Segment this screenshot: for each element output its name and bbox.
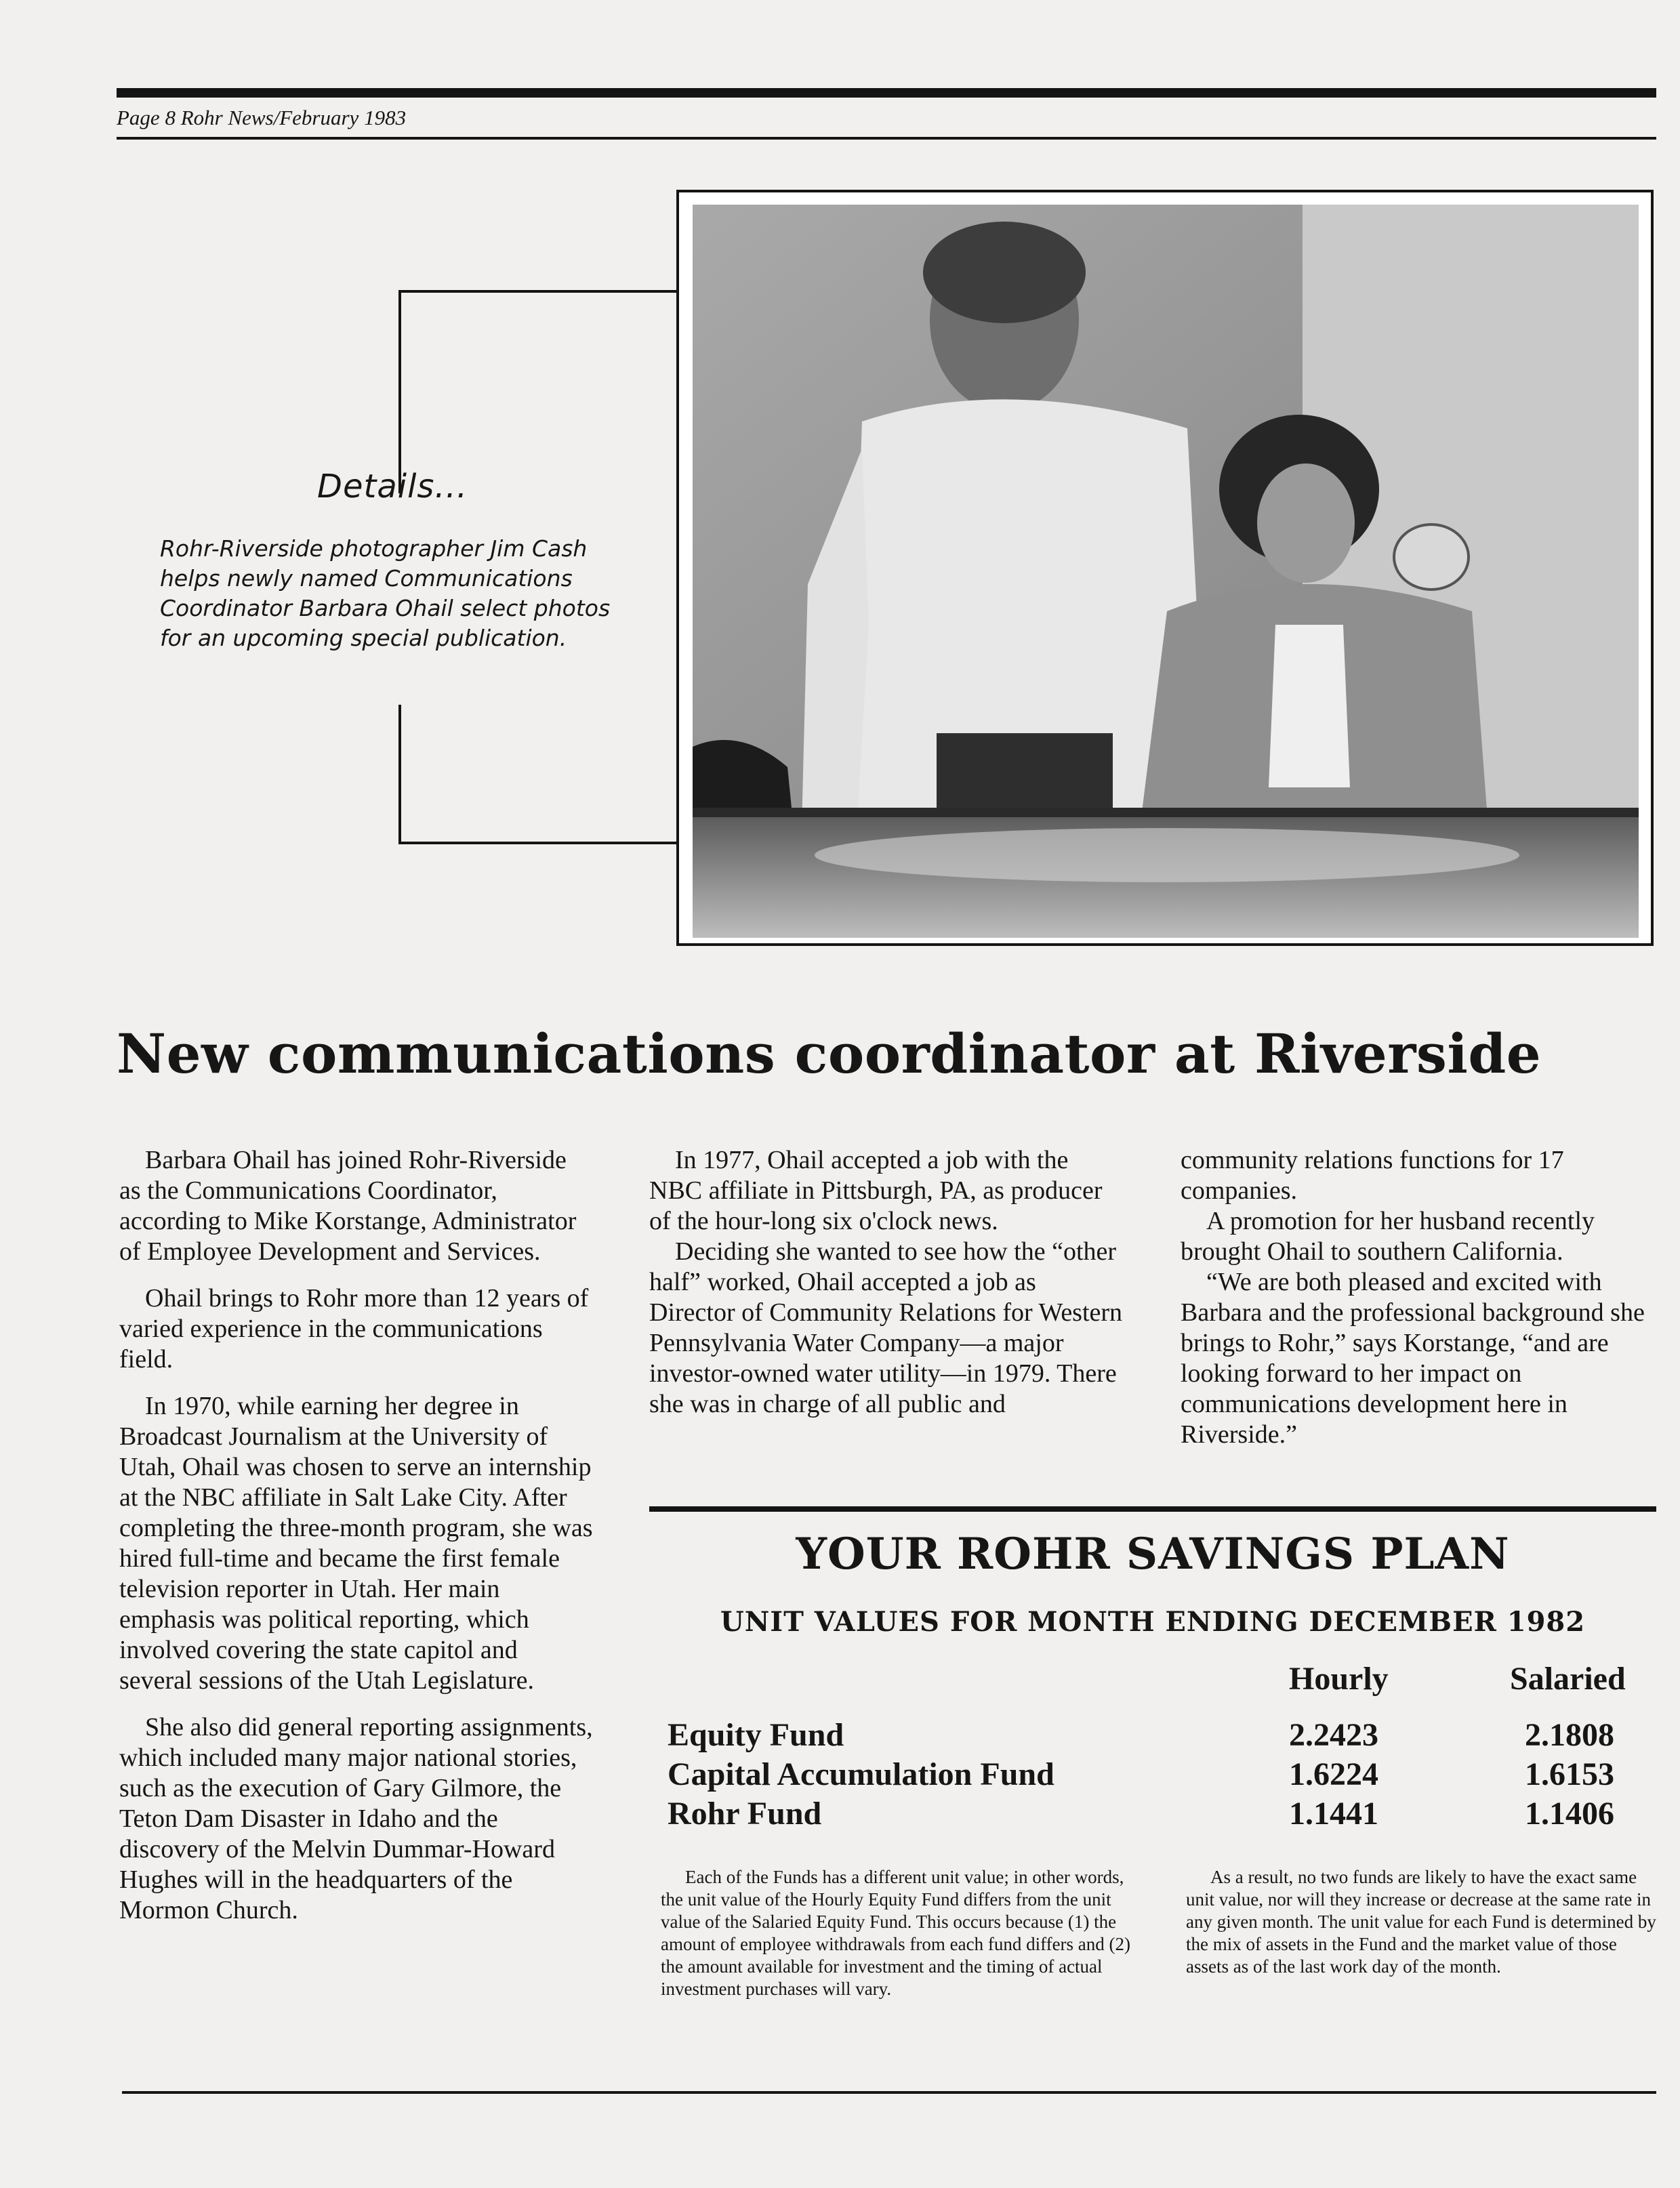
photo-two-people-reviewing-photos: [693, 205, 1639, 938]
caption-bracket-side: [398, 290, 401, 493]
fund-name: Capital Accumulation Fund: [668, 1756, 1054, 1792]
caption-bracket-bottom: [398, 842, 678, 844]
fund-hourly-value: 1.1441: [1289, 1796, 1378, 1832]
savings-plan-rule: [649, 1506, 1656, 1512]
article-column-1: [119, 1145, 594, 1942]
fund-name: Equity Fund: [668, 1717, 844, 1753]
savings-plan-note-right: As a result, no two funds are likely to have the exact same unit value, nor will they increase or decrease at the same rate in any given month. The unit value for each Fund is determined by the mix of assets in the Fund and the market value of those assets as of the last work day of the month.: [1186, 1867, 1656, 1977]
caption-bracket-top: [398, 290, 678, 293]
caption-bracket-side: [398, 705, 401, 844]
fund-salaried-value: 1.1406: [1525, 1796, 1614, 1832]
fund-salaried-value: 1.6153: [1525, 1756, 1614, 1792]
fund-salaried-value: 2.1808: [1525, 1717, 1614, 1753]
paragraph: community relations functions for 17 companies.: [1181, 1146, 1564, 1205]
fund-hourly-value: 1.6224: [1289, 1756, 1378, 1792]
column-header-hourly: Hourly: [1289, 1661, 1389, 1697]
savings-plan-subtitle: UNIT VALUES FOR MONTH ENDING DECEMBER 1982: [720, 1606, 1586, 1638]
column-header-salaried: Salaried: [1510, 1661, 1626, 1697]
caption-body: Rohr-Riverside photographer Jim Cash helps newly named Communications Coordinator Barbara Ohail select photos for an upcoming special publication.: [160, 535, 611, 651]
savings-plan-note-left: Each of the Funds has a different unit value; in other words, the unit value of the Hourly Equity Fund differs from the unit value of the Salaried Equity Fund. This occurs because (1) the amount of employee withdrawals from each fund differs and (2) the amount available for investment and the timing of actual investment purchases will vary.: [661, 1867, 1131, 1999]
paragraph: She also did general reporting assignments, which included many major national stories, such as the execution of Gary Gilmore, the Teton Dam Disaster in Idaho and the discovery of the Melvin Dummar-Howard Hughes will in the headquarters of the Mormon Church.: [119, 1713, 593, 1924]
article-headline: New communications coordinator at Riverside: [117, 1022, 1542, 1086]
paragraph: “We are both pleased and excited with Barbara and the professional background she brings to Rohr,” says Korstange, “and are looking forward to her impact on communications development here in Riverside.”: [1181, 1268, 1645, 1449]
photo-illustration: [693, 205, 1639, 938]
paragraph: A promotion for her husband recently brought Ohail to southern California.: [1181, 1207, 1595, 1266]
savings-plan-title: YOUR ROHR SAVINGS PLAN: [796, 1529, 1510, 1580]
article-column-3: [1181, 1145, 1655, 1450]
caption-title: Details...: [317, 468, 468, 505]
page-folio: Page 8 Rohr News/February 1983: [117, 106, 407, 129]
paragraph: In 1977, Ohail accepted a job with the NBC affiliate in Pittsburgh, PA, as producer of the hour-long six o'clock news.: [649, 1146, 1103, 1235]
article-column-2: [649, 1145, 1124, 1420]
paragraph: Deciding she wanted to see how the “other half” worked, Ohail accepted a job as Director of Community Relations for Western Pennsylvania Water Company—a major investor-owned water utility—in 1979. There she was in charge of all public and: [649, 1237, 1123, 1418]
folio-rule: [117, 137, 1656, 140]
paragraph: In 1970, while earning her degree in Broadcast Journalism at the University of Utah, Ohail was chosen to serve an internship at the NBC affiliate in Salt Lake City. After completing the three-month program, she was hired full-time and became the first female television reporter in Utah. Her main emphasis was political reporting, which involved covering the state capitol and several sessions of the Utah Legislature.: [119, 1392, 593, 1695]
fund-name: Rohr Fund: [668, 1796, 822, 1832]
paragraph: Ohail brings to Rohr more than 12 years of varied experience in the communications field.: [119, 1284, 589, 1374]
page-bottom-rule: [122, 2091, 1656, 2094]
masthead-rule: [117, 88, 1656, 98]
paragraph: Barbara Ohail has joined Rohr-Riverside as the Communications Coordinator, according to Mike Korstange, Administrator of Employee Development and Services.: [119, 1146, 577, 1266]
fund-hourly-value: 2.2423: [1289, 1717, 1378, 1753]
